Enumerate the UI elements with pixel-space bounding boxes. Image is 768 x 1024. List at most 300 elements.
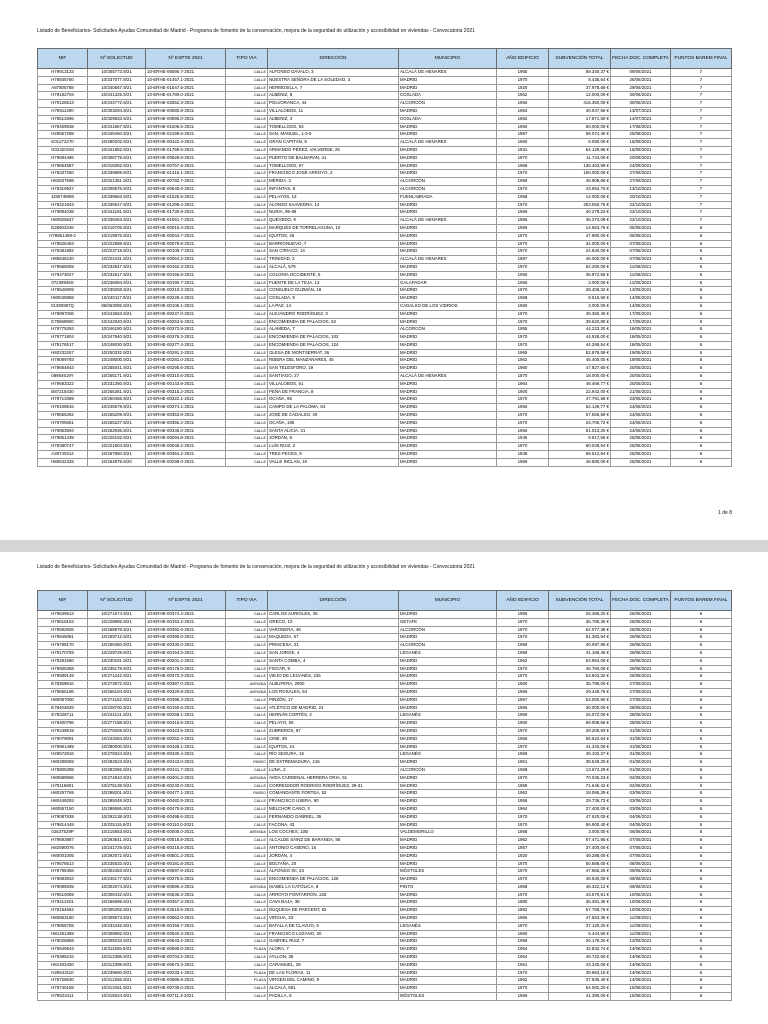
cell-direccion: DUQUESA DE PARCENT, 82 bbox=[268, 907, 399, 915]
cell-municipio: MADRID bbox=[399, 341, 497, 349]
cell-expte: 10-ERHE-00233.1-2021 bbox=[146, 969, 226, 977]
cell-ano-edificio: 1965 bbox=[497, 69, 549, 77]
table-row bbox=[38, 611, 732, 619]
cell-solicitud: 10/240117.9/21 bbox=[88, 295, 146, 303]
cell-expte: 10-ERHE-00995.0-2021 bbox=[146, 115, 226, 123]
table-row bbox=[38, 681, 732, 689]
cell-municipio: MADRID bbox=[399, 821, 497, 829]
cell-puntos: 6 bbox=[671, 735, 732, 743]
cell-subvencion: 9.615,60 € bbox=[549, 295, 611, 303]
cell-nif: H79116901 bbox=[38, 782, 88, 790]
cell-solicitud: 10/231350.9/21 bbox=[88, 380, 146, 388]
cell-solicitud: 10/308779.9/21 bbox=[88, 154, 146, 162]
cell-subvencion: 160.000,00 € bbox=[549, 170, 611, 178]
cell-municipio: PINTO bbox=[399, 883, 497, 891]
cell-fecha-doc: 03/06/2021 bbox=[611, 805, 671, 813]
cell-municipio: MADRID bbox=[399, 681, 497, 689]
cell-nif: H79154662 bbox=[38, 907, 88, 915]
cell-expte: 10-ERHE-00330.0-2021 bbox=[146, 642, 226, 650]
cell-direccion: OCAÑA, 195 bbox=[268, 419, 399, 427]
cell-tipo-via: CALLE bbox=[226, 107, 268, 115]
cell-ano-edificio: 1962 bbox=[497, 92, 549, 100]
table-row bbox=[38, 373, 732, 381]
cell-municipio: MADRID bbox=[399, 240, 497, 248]
cell-ano-edificio: 1970 bbox=[497, 821, 549, 829]
cell-tipo-via: CALLE bbox=[226, 154, 268, 162]
column-header-subvencion: SUBVENCIÓN TOTAL bbox=[549, 591, 611, 611]
cell-puntos: 6 bbox=[671, 349, 732, 357]
cell-puntos: 6 bbox=[671, 365, 732, 373]
cell-direccion: CINE, 39 bbox=[268, 735, 399, 743]
cell-tipo-via: CALLE bbox=[226, 704, 268, 712]
cell-municipio: LEGANÉS bbox=[399, 922, 497, 930]
cell-solicitud: 10/250332.9/21 bbox=[88, 349, 146, 357]
cell-solicitud: 10/256350.9/21 bbox=[88, 642, 146, 650]
cell-solicitud: 10/308573.9/21 bbox=[88, 915, 146, 923]
cell-solicitud: 10/282523.9/21 bbox=[88, 759, 146, 767]
table-row bbox=[38, 673, 732, 681]
cell-ano-edificio: 1970 bbox=[497, 170, 549, 178]
cell-ano-edificio: 1968 bbox=[497, 162, 549, 170]
cell-subvencion: 46.000,00 € bbox=[549, 256, 611, 264]
table-row bbox=[38, 365, 732, 373]
cell-fecha-doc: 06/06/2021 bbox=[611, 829, 671, 837]
cell-tipo-via: CALLE bbox=[226, 84, 268, 92]
cell-puntos: 6 bbox=[671, 782, 732, 790]
cell-solicitud: 10/309233.9/21 bbox=[88, 938, 146, 946]
cell-direccion: GRAN CAPITÁN, 9 bbox=[268, 139, 399, 147]
cell-solicitud: 10/308576.9/21 bbox=[88, 185, 146, 193]
cell-direccion: JORDÁN, 9 bbox=[268, 435, 399, 443]
cell-fecha-doc: 03/06/2021 bbox=[611, 790, 671, 798]
cell-nif: H79911400 bbox=[38, 107, 88, 115]
cell-expte: 10-ERHE-00154.3-2021 bbox=[146, 649, 226, 657]
cell-ano-edificio: 1931 bbox=[497, 146, 549, 154]
cell-direccion: CARLOS AURIOLES, 36 bbox=[268, 611, 399, 619]
cell-subvencion: 71.646,42 € bbox=[549, 782, 611, 790]
cell-fecha-doc: 24/09/2021 bbox=[611, 162, 671, 170]
cell-tipo-via: CALLE bbox=[226, 248, 268, 256]
cell-subvencion: 52.879,59 € bbox=[549, 349, 611, 357]
page-number: 1 de 8 bbox=[718, 510, 732, 516]
cell-nif: H79125613 bbox=[38, 100, 88, 108]
cell-fecha-doc: 28/05/2021 bbox=[611, 704, 671, 712]
cell-fecha-doc: 11/06/2021 bbox=[611, 915, 671, 923]
cell-direccion: ALCALÁ, 581 bbox=[268, 985, 399, 993]
cell-subvencion: 39.620,80 € bbox=[549, 318, 611, 326]
cell-subvencion: 48.469,77 € bbox=[549, 380, 611, 388]
cell-solicitud: 10/274910.9/21 bbox=[88, 774, 146, 782]
cell-ano-edificio: 1967 bbox=[497, 131, 549, 139]
cell-municipio: MADRID bbox=[399, 759, 497, 767]
cell-expte: 10-ERHE-00274.1-2021 bbox=[146, 404, 226, 412]
cell-tipo-via: CALLE bbox=[226, 139, 268, 147]
cell-fecha-doc: 17/08/2021 bbox=[611, 123, 671, 131]
cell-expte: 10-ERHE-00353.8-2021 bbox=[146, 412, 226, 420]
table-row bbox=[38, 154, 732, 162]
table-row bbox=[38, 618, 732, 626]
cell-municipio: MADRID bbox=[399, 657, 497, 665]
cell-direccion: ALFONSO XII, 23 bbox=[268, 868, 399, 876]
cell-subvencion: 23.706,72 € bbox=[549, 419, 611, 427]
cell-ano-edificio: 1970 bbox=[497, 310, 549, 318]
cell-fecha-doc: 17/05/2021 bbox=[611, 310, 671, 318]
cell-subvencion: 35.796,00 € bbox=[549, 681, 611, 689]
cell-nif: H80557150 bbox=[38, 805, 88, 813]
cell-fecha-doc: 23/05/2021 bbox=[611, 396, 671, 404]
cell-subvencion: 25.072,00 € bbox=[549, 712, 611, 720]
cell-fecha-doc: 27/05/2021 bbox=[611, 696, 671, 704]
cell-solicitud: 10/315024.9/21 bbox=[88, 993, 146, 1001]
cell-fecha-doc: 28/05/2021 bbox=[611, 712, 671, 720]
cell-municipio: MADRID bbox=[399, 782, 497, 790]
cell-fecha-doc: 13/05/2021 bbox=[611, 287, 671, 295]
cell-tipo-via: CALLE bbox=[226, 123, 268, 131]
table-row bbox=[38, 443, 732, 451]
cell-municipio: ALCORCÓN bbox=[399, 178, 497, 186]
cell-municipio: MADRID bbox=[399, 954, 497, 962]
cell-ano-edificio: 1970 bbox=[497, 876, 549, 884]
cell-tipo-via: CALLE bbox=[226, 201, 268, 209]
table-row bbox=[38, 774, 732, 782]
cell-municipio: MADRID bbox=[399, 334, 497, 342]
cell-expte: 10-ERHE-00643.2-2021 bbox=[146, 938, 226, 946]
cell-direccion: ALBUFERA, 2900 bbox=[268, 681, 399, 689]
cell-municipio: MADRID bbox=[399, 938, 497, 946]
cell-expte: 10-ERHE-00477.1-2021 bbox=[146, 790, 226, 798]
cell-puntos: 7 bbox=[671, 201, 732, 209]
cell-municipio: MADRID bbox=[399, 860, 497, 868]
cell-puntos: 6 bbox=[671, 876, 732, 884]
table-row bbox=[38, 279, 732, 287]
table-row bbox=[38, 759, 732, 767]
table-row bbox=[38, 805, 732, 813]
cell-expte: 10-ERHE-00711.3-2021 bbox=[146, 993, 226, 1001]
cell-direccion: FISCAR, 9 bbox=[268, 665, 399, 673]
column-header-nif: NIF bbox=[38, 49, 88, 69]
cell-solicitud: 10/292672.9/21 bbox=[88, 852, 146, 860]
cell-subvencion: 44.289,54 € bbox=[549, 341, 611, 349]
cell-municipio: ALCORCÓN bbox=[399, 766, 497, 774]
table-body bbox=[38, 611, 732, 1001]
cell-solicitud: 10/215653.9/21 bbox=[88, 829, 146, 837]
cell-nif: H79291580 bbox=[38, 657, 88, 665]
cell-municipio: ALCALÁ DE HENARES bbox=[399, 69, 497, 77]
cell-municipio: MADRID bbox=[399, 154, 497, 162]
cell-subvencion: 56.622,64 € bbox=[549, 735, 611, 743]
cell-municipio: MADRID bbox=[399, 365, 497, 373]
cell-solicitud: 10/340567.9/21 bbox=[88, 84, 146, 92]
cell-tipo-via: CALLE bbox=[226, 766, 268, 774]
cell-subvencion: 35.785,30 € bbox=[549, 618, 611, 626]
cell-solicitud: 10/232446.9/21 bbox=[88, 922, 146, 930]
cell-nif: H79523411 bbox=[38, 993, 88, 1001]
cell-fecha-doc: 08/06/2021 bbox=[611, 860, 671, 868]
cell-tipo-via: CALLE bbox=[226, 388, 268, 396]
cell-direccion: OLESA DE MONTSERRAT, 36 bbox=[268, 349, 399, 357]
cell-fecha-doc: 20/05/2021 bbox=[611, 365, 671, 373]
cell-direccion: LUNA, 2 bbox=[268, 766, 399, 774]
table-row bbox=[38, 256, 732, 264]
table-row bbox=[38, 271, 732, 279]
cell-solicitud: 10/312399.9/21 bbox=[88, 961, 146, 969]
cell-fecha-doc: 29/05/2021 bbox=[611, 720, 671, 728]
table-row bbox=[38, 743, 732, 751]
cell-puntos: 6 bbox=[671, 743, 732, 751]
cell-direccion: ALBÉNIZ, 8 bbox=[268, 92, 399, 100]
cell-nif: H80448293 bbox=[38, 798, 88, 806]
cell-nif: H79578514 bbox=[38, 860, 88, 868]
cell-tipo-via: CALLE bbox=[226, 100, 268, 108]
cell-nif: H79028858 bbox=[38, 938, 88, 946]
cell-puntos: 6 bbox=[671, 326, 732, 334]
cell-ano-edificio: 1970 bbox=[497, 774, 549, 782]
table-row bbox=[38, 404, 732, 412]
cell-subvencion: 51.383,94 € bbox=[549, 634, 611, 642]
cell-ano-edificio: 1970 bbox=[497, 665, 549, 673]
cell-direccion: IQUITOS, 24 bbox=[268, 743, 399, 751]
cell-tipo-via: CALLE bbox=[226, 365, 268, 373]
cell-nif: H79894038 bbox=[38, 209, 88, 217]
cell-fecha-doc: 07/06/2021 bbox=[611, 852, 671, 860]
cell-subvencion: 37.936,40 € bbox=[549, 977, 611, 985]
cell-subvencion: 17.871,50 € bbox=[549, 115, 611, 123]
cell-tipo-via: CALLE bbox=[226, 915, 268, 923]
table-row bbox=[38, 248, 732, 256]
table-header-row bbox=[38, 591, 732, 611]
cell-ano-edificio: 1962 bbox=[497, 837, 549, 845]
cell-tipo-via: CALLE bbox=[226, 427, 268, 435]
cell-tipo-via: CALLE bbox=[226, 217, 268, 225]
cell-direccion: VIEJO DE LEGANÉS, 225 bbox=[268, 673, 399, 681]
cell-puntos: 6 bbox=[671, 642, 732, 650]
cell-puntos: 6 bbox=[671, 774, 732, 782]
cell-expte: 10-ERHE-00044.7-2021 bbox=[146, 232, 226, 240]
cell-fecha-doc: 14/06/2021 bbox=[611, 969, 671, 977]
cell-solicitud: 10/255171.9/21 bbox=[88, 373, 146, 381]
cell-solicitud: 10/265209.9/21 bbox=[88, 412, 146, 420]
table-row bbox=[38, 287, 732, 295]
cell-municipio: COSLADA bbox=[399, 115, 497, 123]
cell-tipo-via: CALLE bbox=[226, 396, 268, 404]
cell-municipio: MADRID bbox=[399, 427, 497, 435]
cell-municipio: MADRID bbox=[399, 969, 497, 977]
cell-subvencion: 51.013,20 € bbox=[549, 427, 611, 435]
cell-direccion: ISABEL LA CATÓLICA, 8 bbox=[268, 883, 399, 891]
cell-subvencion: 12.000,00 € bbox=[549, 92, 611, 100]
cell-nif: H78961489-2 bbox=[38, 232, 88, 240]
cell-puntos: 6 bbox=[671, 930, 732, 938]
cell-direccion: HERMOSILLA, 7 bbox=[268, 84, 399, 92]
cell-tipo-via: CALLE bbox=[226, 380, 268, 388]
cell-municipio: MADRID bbox=[399, 318, 497, 326]
cell-puntos: 6 bbox=[671, 287, 732, 295]
cell-ano-edificio: 1970 bbox=[497, 419, 549, 427]
cell-fecha-doc: 20/09/2021 bbox=[611, 154, 671, 162]
cell-fecha-doc: 09/06/2021 bbox=[611, 876, 671, 884]
column-header-fecha-doc: FECHA DOC. COMPLETA bbox=[611, 591, 671, 611]
table-row bbox=[38, 844, 732, 852]
cell-tipo-via: CALLE bbox=[226, 193, 268, 201]
cell-subvencion: 49.288,00 € bbox=[549, 852, 611, 860]
cell-solicitud: 10/266194.9/21 bbox=[88, 688, 146, 696]
cell-ano-edificio: 1960 bbox=[497, 365, 549, 373]
table-row bbox=[38, 899, 732, 907]
cell-puntos: 6 bbox=[671, 852, 732, 860]
cell-puntos: 6 bbox=[671, 302, 732, 310]
cell-direccion: AYLLON, 39 bbox=[268, 954, 399, 962]
cell-ano-edificio: 1880 bbox=[497, 899, 549, 907]
cell-nif: H79505368 bbox=[38, 665, 88, 673]
cell-nif: H79649943 bbox=[38, 946, 88, 954]
cell-tipo-via: CALLE bbox=[226, 170, 268, 178]
cell-nif: H79795456 bbox=[38, 868, 88, 876]
table-row bbox=[38, 178, 732, 186]
cell-expte: 10-ERHE-00153.2-2021 bbox=[146, 618, 226, 626]
cell-subvencion: 47.827,60 € bbox=[549, 365, 611, 373]
cell-municipio: MADRID bbox=[399, 380, 497, 388]
cell-nif: H28557288 bbox=[38, 131, 88, 139]
cell-tipo-via: CALLE bbox=[226, 271, 268, 279]
cell-tipo-via: CALLE bbox=[226, 69, 268, 77]
cell-tipo-via: CALLE bbox=[226, 451, 268, 459]
cell-expte: 10-ERHE-00215.8-2021 bbox=[146, 844, 226, 852]
cell-tipo-via: CALLE bbox=[226, 665, 268, 673]
cell-subvencion: 45.909,66 € bbox=[549, 178, 611, 186]
cell-puntos: 6 bbox=[671, 373, 732, 381]
cell-fecha-doc: 02/06/2021 bbox=[611, 774, 671, 782]
cell-tipo-via: CALLE bbox=[226, 642, 268, 650]
cell-tipo-via: AVENIDA bbox=[226, 883, 268, 891]
cell-tipo-via: CALLE bbox=[226, 419, 268, 427]
cell-puntos: 6 bbox=[671, 396, 732, 404]
table-row bbox=[38, 412, 732, 420]
cell-expte: 10-ERHE-00176.0-2021 bbox=[146, 665, 226, 673]
cell-fecha-doc: 11/05/2021 bbox=[611, 263, 671, 271]
cell-direccion: QUEVEDO, 9 bbox=[268, 217, 399, 225]
cell-ano-edificio: 1959 bbox=[497, 938, 549, 946]
cell-ano-edificio: 1970 bbox=[497, 860, 549, 868]
cell-fecha-doc: 12/05/2021 bbox=[611, 279, 671, 287]
cell-subvencion: 34.000,00 € bbox=[549, 240, 611, 248]
cell-subvencion: 52.149,77 € bbox=[549, 404, 611, 412]
cell-fecha-doc: 09/06/2021 bbox=[611, 69, 671, 77]
cell-solicitud: 10/288201.9/21 bbox=[88, 790, 146, 798]
cell-solicitud: 10/232617.9/21 bbox=[88, 271, 146, 279]
cell-direccion: TRES PECES, 9 bbox=[268, 451, 399, 459]
cell-puntos: 7 bbox=[671, 185, 732, 193]
table-row bbox=[38, 295, 732, 303]
cell-tipo-via: CALLE bbox=[226, 224, 268, 232]
cell-puntos: 6 bbox=[671, 618, 732, 626]
cell-tipo-via: CALLE bbox=[226, 178, 268, 186]
cell-fecha-doc: 22/10/2021 bbox=[611, 217, 671, 225]
cell-expte: 10-ERHE-00094.8-2021 bbox=[146, 435, 226, 443]
cell-direccion: TOMELLOSO, 53 bbox=[268, 123, 399, 131]
cell-expte: 10-ERHE-00423.5-2021 bbox=[146, 727, 226, 735]
cell-puntos: 6 bbox=[671, 318, 732, 326]
cell-solicitud: 10/344772.9/21 bbox=[88, 100, 146, 108]
cell-ano-edificio: 1945 bbox=[497, 435, 549, 443]
cell-ano-edificio: 1965 bbox=[497, 915, 549, 923]
cell-ano-edificio: 1970 bbox=[497, 287, 549, 295]
cell-nif: B87215430 bbox=[38, 388, 88, 396]
cell-ano-edificio: 1970 bbox=[497, 412, 549, 420]
cell-municipio: MADRID bbox=[399, 727, 497, 735]
cell-nif: H79381992 bbox=[38, 248, 88, 256]
cell-fecha-doc: 07/06/2021 bbox=[611, 837, 671, 845]
cell-expte: 10-ERHE-00374.4-2021 bbox=[146, 611, 226, 619]
cell-expte: 10-ERHE-00078.8-2021 bbox=[146, 240, 226, 248]
table-row bbox=[38, 915, 732, 923]
cell-ano-edificio: 1960 bbox=[497, 930, 549, 938]
cell-municipio: MADRID bbox=[399, 232, 497, 240]
cell-direccion: PELAYO, 55 bbox=[268, 720, 399, 728]
cell-tipo-via: AVENIDA bbox=[226, 774, 268, 782]
cell-nif: H79639613 bbox=[38, 611, 88, 619]
cell-fecha-doc: 31/05/2021 bbox=[611, 735, 671, 743]
cell-tipo-via: CALLE bbox=[226, 985, 268, 993]
cell-subvencion: 50.888,00 € bbox=[549, 860, 611, 868]
column-header-municipio: MUNICIPIO bbox=[399, 591, 497, 611]
cell-puntos: 6 bbox=[671, 357, 732, 365]
cell-direccion: FRANCISCO USERA, 90 bbox=[268, 798, 399, 806]
cell-direccion: LUIS RUIZ, 2 bbox=[268, 443, 399, 451]
cell-puntos: 7 bbox=[671, 178, 732, 186]
cell-subvencion: 44.223,20 € bbox=[549, 326, 611, 334]
table-row bbox=[38, 922, 732, 930]
table-row bbox=[38, 891, 732, 899]
cell-ano-edificio: 1962 bbox=[497, 115, 549, 123]
cell-direccion: VIRGEN DEL CAMINO, 8 bbox=[268, 977, 399, 985]
cell-expte: 10-ERHE-00315.2-2021 bbox=[146, 388, 226, 396]
cell-solicitud: 10/305773.9/21 bbox=[88, 69, 146, 77]
cell-fecha-doc: 19/05/2021 bbox=[611, 357, 671, 365]
cell-direccion: ALBENIZ, 3 bbox=[268, 115, 399, 123]
cell-solicitud: 10/223719.9/21 bbox=[88, 248, 146, 256]
cell-nif: H80232267 bbox=[38, 349, 88, 357]
table-row bbox=[38, 451, 732, 459]
table-row bbox=[38, 92, 732, 100]
cell-fecha-doc: 06/05/2021 bbox=[611, 232, 671, 240]
cell-tipo-via: CALLE bbox=[226, 993, 268, 1001]
column-header-tipo-via: TIPO VIA bbox=[226, 49, 268, 69]
cell-fecha-doc: 01/06/2021 bbox=[611, 759, 671, 767]
cell-tipo-via: CALLE bbox=[226, 751, 268, 759]
cell-nif: H79319927 bbox=[38, 185, 88, 193]
cell-municipio: MADRID bbox=[399, 774, 497, 782]
cell-solicitud: 10/292138.9/21 bbox=[88, 813, 146, 821]
cell-direccion: DE LAS FLORAS, 11 bbox=[268, 969, 399, 977]
cell-subvencion: 37.120,20 € bbox=[549, 922, 611, 930]
cell-ano-edificio: 1968 bbox=[497, 829, 549, 837]
cell-direccion: VALLE INCLAN, 18 bbox=[268, 458, 399, 466]
cell-expte: 10-ERHE-00210.3-2021 bbox=[146, 287, 226, 295]
cell-direccion: TRINIDAD, 2 bbox=[268, 256, 399, 264]
cell-subvencion: 43.952,70 € bbox=[549, 185, 611, 193]
table-row bbox=[38, 961, 732, 969]
cell-fecha-doc: 07/05/2021 bbox=[611, 256, 671, 264]
cell-ano-edificio: 1900 bbox=[497, 720, 549, 728]
cell-puntos: 6 bbox=[671, 657, 732, 665]
cell-solicitud: 10/242920.9/21 bbox=[88, 318, 146, 326]
cell-subvencion: 253.050,75 € bbox=[549, 201, 611, 209]
cell-nif: H78221843 bbox=[38, 201, 88, 209]
cell-direccion: CAVA BAJA, 38 bbox=[268, 899, 399, 907]
cell-fecha-doc: 01/06/2021 bbox=[611, 766, 671, 774]
table-row bbox=[38, 907, 732, 915]
cell-puntos: 7 bbox=[671, 131, 732, 139]
